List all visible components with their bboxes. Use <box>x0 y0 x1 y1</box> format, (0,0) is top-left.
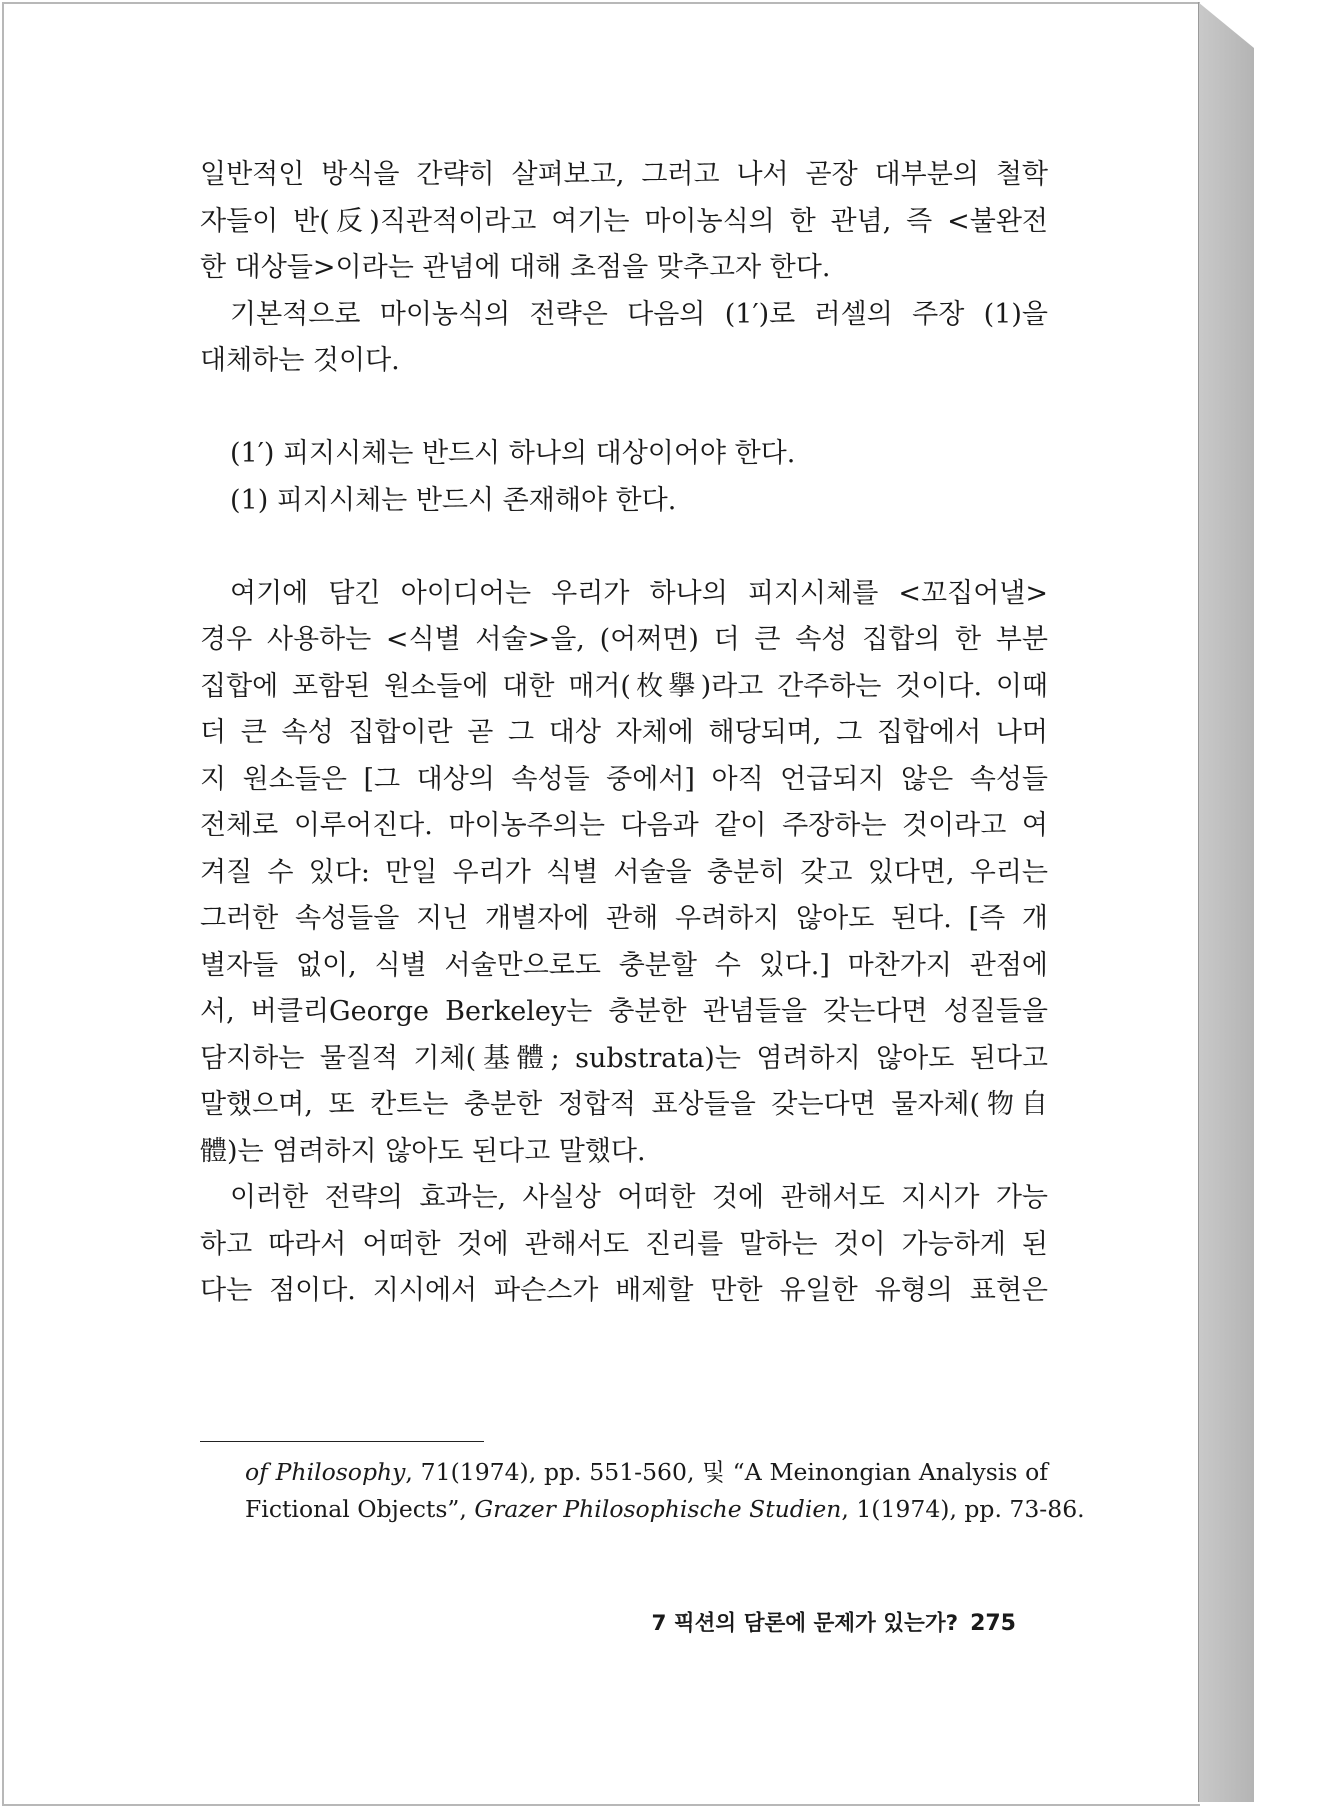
text-line: 자들이 반(反)직관적이라고 여기는 마이농식의 한 관념, 즉 <불완전 <box>200 205 1048 237</box>
text-line: 집합에 포함된 원소들에 대한 매거(枚擧)라고 간주하는 것이다. 이때 <box>200 670 1048 702</box>
text-line: 한 대상들>이라는 관념에 대해 초점을 맞추고자 한다. <box>200 252 831 283</box>
footnote-line <box>245 1454 1048 1491</box>
text-line: 서, 버클리George Berkeley는 충분한 관념들을 갖는다면 성질들을 <box>200 996 1048 1027</box>
text-line: 일반적인 방식을 간략히 살펴보고, 그러고 나서 곧장 대부분의 철학 <box>200 159 1048 190</box>
footnote <box>245 1454 1085 1528</box>
text-line: 지 원소들은 [그 대상의 속성들 중에서] 아직 언급되지 않은 속성들 <box>200 763 1048 795</box>
text-line: 하고 따라서 어떠한 것에 관해서도 진리를 말하는 것이 가능하게 된 <box>200 1228 1048 1260</box>
text-line: 더 큰 속성 집합이란 곧 그 대상 자체에 해당되며, 그 집합에서 나머 <box>200 717 1048 748</box>
text-line: 경우 사용하는 <식별 서술>을, (어쩌면) 더 큰 속성 집합의 한 부분 <box>200 624 1048 655</box>
book-spine-edge <box>1198 2 1254 1802</box>
main-text <box>200 152 1048 1315</box>
example-1: (1) 피지시체는 반드시 존재해야 한다. <box>230 484 677 516</box>
chapter-title: 7 픽션의 담론에 문제가 있는가? <box>651 1611 959 1636</box>
text-line: 그러한 속성들을 지닌 개별자에 관해 우려하지 않아도 된다. [즉 개 <box>200 903 1048 934</box>
text-line: 이러한 전략의 효과는, 사실상 어떠한 것에 관해서도 지시가 가능 <box>230 1182 1048 1213</box>
text-line: 담지하는 물질적 기체(基體; substrata)는 염려하지 않아도 된다고 <box>200 1042 1048 1074</box>
footnote-text: Fictional Objects”, <box>245 1495 475 1523</box>
text-line: 말했으며, 또 칸트는 충분한 정합적 표상들을 갖는다면 물자체(物自 <box>200 1089 1048 1120</box>
footnote-divider <box>200 1441 484 1442</box>
journal-title: of Philosophy <box>245 1458 406 1486</box>
text-line: 별자들 없이, 식별 서술만으로도 충분할 수 있다.] 마찬가지 관점에 <box>200 949 1048 981</box>
text-line: 대체하는 것이다. <box>200 345 400 376</box>
text-line: 다는 점이다. 지시에서 파슨스가 배제할 만한 유일한 유형의 표현은 <box>200 1275 1048 1306</box>
footnote-text: , 1(1974), pp. 73-86. <box>841 1495 1085 1523</box>
running-footer <box>636 1606 1016 1637</box>
page-edge-line <box>1198 2 1199 1802</box>
footnote-line <box>245 1491 1085 1528</box>
text-line: 여기에 담긴 아이디어는 우리가 하나의 피지시체를 <꼬집어낼> <box>230 577 1048 609</box>
footnote-text: , 71(1974), pp. 551-560, 및 “A Meinongian Analysis of <box>405 1458 1048 1486</box>
text-line: 전체로 이루어진다. 마이농주의는 다음과 같이 주장하는 것이라고 여 <box>200 810 1048 841</box>
page-number: 275 <box>970 1611 1016 1636</box>
text-line: 겨질 수 있다: 만일 우리가 식별 서술을 충분히 갖고 있다면, 우리는 <box>200 856 1048 888</box>
text-line: 體)는 염려하지 않아도 된다고 말했다. <box>200 1135 646 1167</box>
text-line: 기본적으로 마이농식의 전략은 다음의 (1′)로 러셀의 주장 (1)을 <box>230 298 1048 330</box>
journal-title: Grazer Philosophische Studien <box>474 1495 842 1523</box>
example-1-prime: (1′) 피지시체는 반드시 하나의 대상이어야 한다. <box>230 438 796 469</box>
